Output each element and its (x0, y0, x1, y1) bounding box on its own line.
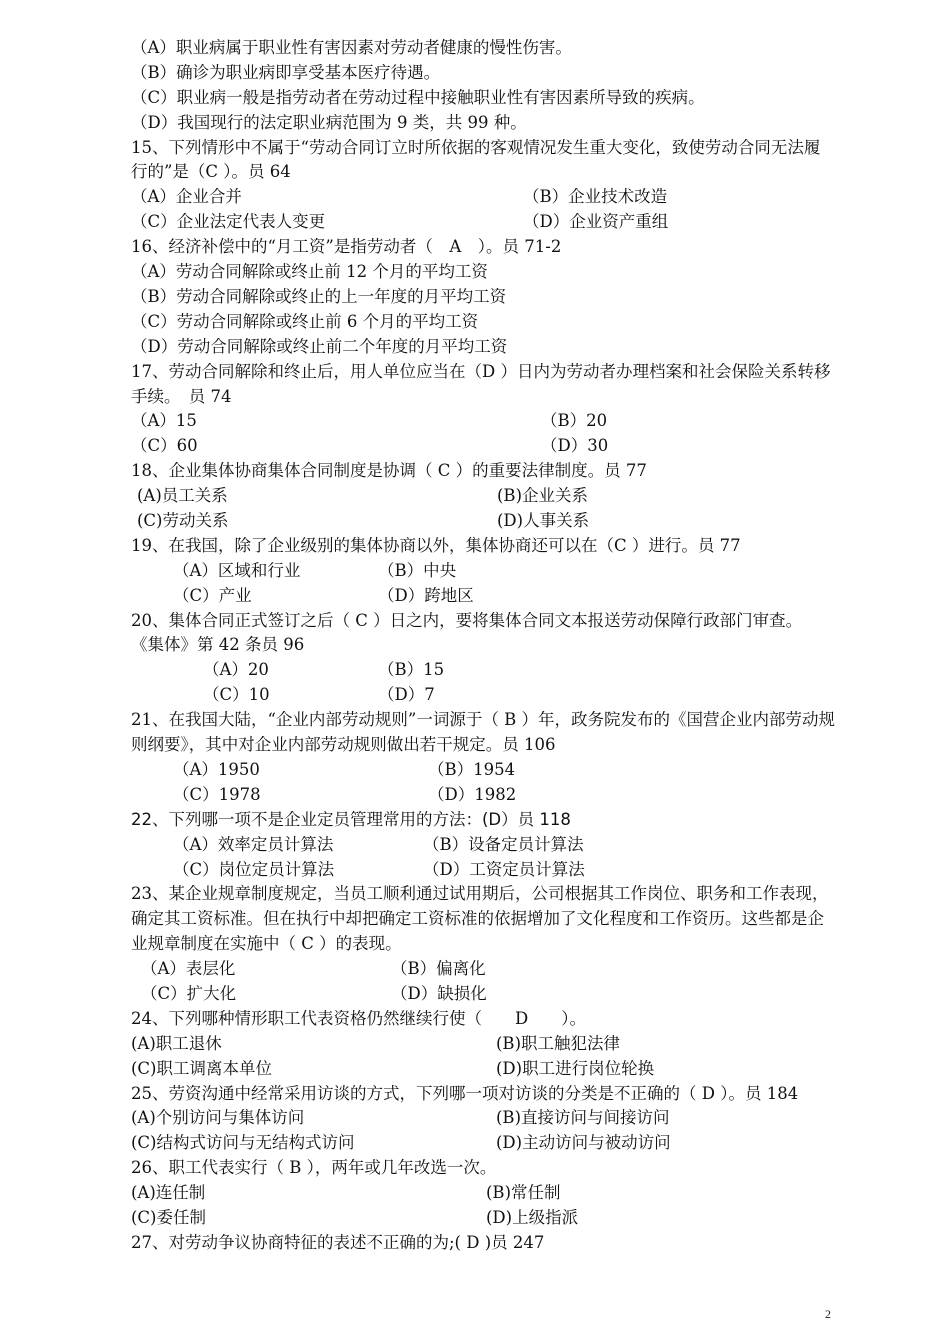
question-25-stem: 25、劳资沟通中经常采用访谈的方式，下列哪一项对访谈的分类是不正确的（ D ）。员 184 (131, 1083, 799, 1103)
question-22-options-row-1 (131, 833, 836, 858)
option-a: （A）表层化 (141, 959, 236, 979)
question-22-options-row-2 (131, 858, 836, 883)
option-a: （A）1950 (173, 759, 260, 779)
question-15-options-row-2 (131, 210, 836, 235)
question-23-stem: 23、某企业规章制度规定，当员工顺利通过试用期后，公司根据其工作岗位、职务和工作表现，确定其工资标准。但在执行中却把确定工资标准的依据增加了文化程度和工作资历。这些都是企业规章制度在实施中（ C ）的表现。 (131, 884, 829, 954)
option-d: （D）1982 (428, 784, 517, 804)
question-26-stem: 26、职工代表实行（ B ），两年或几年改选一次。 (131, 1158, 497, 1178)
option-d: (D)主动访问与被动访问 (496, 1133, 671, 1153)
question-19-stem: 19、在我国，除了企业级别的集体协商以外，集体协商还可以在（C ）进行。员 77 (131, 535, 741, 555)
question-18-options-row-2 (131, 509, 836, 534)
question-19-options-row-2 (131, 584, 836, 609)
question-25-options-row-2 (131, 1131, 836, 1156)
question-22-stem: 22、下列哪一项不是企业定员管理常用的方法：(D）员 118 (131, 809, 571, 829)
option-b: (B)企业关系 (497, 486, 588, 506)
option-c: （C）10 (203, 685, 270, 705)
question-17-stem: 17、劳动合同解除和终止后，用人单位应当在（D ）日内为劳动者办理档案和社会保险关系转移手续。 员 74 (131, 361, 831, 406)
question-17-options-row-1 (131, 409, 836, 434)
option-b: （B）劳动合同解除或终止的上一年度的月平均工资 (131, 286, 507, 306)
option-d: （D）7 (378, 685, 435, 705)
page-number: 2 (825, 1307, 831, 1321)
option-c: （C）企业法定代表人变更 (131, 212, 326, 232)
question-24-options-row-2 (131, 1057, 836, 1082)
option-a: (A)连任制 (131, 1183, 206, 1203)
question-20-options-row-1 (131, 658, 836, 683)
question-15-stem: 15、下列情形中不属于“劳动合同订立时所依据的客观情况发生重大变化，致使劳动合同无法履行的”是（C ）。员 64 (131, 137, 821, 182)
option-c: (C)结构式访问与无结构式访问 (131, 1133, 355, 1153)
option-line: （D）我国现行的法定职业病范围为 9 类，共 99 种。 (131, 112, 527, 132)
question-16-stem: 16、经济补偿中的“月工资”是指劳动者（ A ）。员 71-2 (131, 237, 562, 257)
question-24-options-row-1 (131, 1032, 836, 1057)
option-b: （B）15 (378, 660, 445, 680)
option-a: (A)个别访问与集体访问 (131, 1108, 305, 1128)
option-c: （C）产业 (173, 585, 252, 605)
question-19-options-row-1 (131, 559, 836, 584)
option-b: （B）中央 (378, 560, 457, 580)
option-d: (D)人事关系 (497, 510, 590, 530)
question-15-options-row-1 (131, 185, 836, 210)
option-d: （D）30 (541, 436, 609, 456)
option-a: （A）15 (131, 411, 197, 431)
option-b: （B）1954 (428, 759, 516, 779)
option-c: (C)职工调离本单位 (131, 1058, 272, 1078)
option-b: (B)常任制 (486, 1183, 561, 1203)
option-c: （C）岗位定员计算法 (173, 859, 335, 879)
option-b: （B）20 (541, 411, 608, 431)
option-a: (A)职工退休 (131, 1033, 222, 1053)
option-b: (B)直接访问与间接访问 (496, 1108, 670, 1128)
option-a: （A）效率定员计算法 (173, 834, 334, 854)
question-20-stem: 20、集体合同正式签订之后（ C ）日之内，要将集体合同文本报送劳动保障行政部门审查。 《集体》第 42 条员 96 (131, 610, 803, 655)
option-a: （A）区域和行业 (173, 560, 301, 580)
option-c: （C）60 (131, 436, 198, 456)
option-b: （B）设备定员计算法 (423, 834, 584, 854)
option-d: （D）企业资产重组 (523, 212, 669, 232)
option-line: （C）职业病一般是指劳动者在劳动过程中接触职业性有害因素所导致的疾病。 (131, 87, 705, 107)
question-21-options-row-2 (131, 783, 836, 808)
option-b: （B）企业技术改造 (523, 187, 668, 207)
question-26-options-row-2 (131, 1206, 836, 1231)
option-d: （D）跨地区 (378, 585, 474, 605)
option-d: (D)上级指派 (486, 1208, 579, 1228)
option-a: （A）20 (203, 660, 269, 680)
question-26-options-row-1 (131, 1181, 836, 1206)
question-18-options-row-1 (131, 484, 836, 509)
question-25-options-row-1 (131, 1106, 836, 1131)
option-d: （D）缺损化 (391, 984, 487, 1004)
option-a: (A)员工关系 (137, 486, 228, 506)
option-d: (D)职工进行岗位轮换 (496, 1058, 655, 1078)
question-17-options-row-2 (131, 434, 836, 459)
question-24-stem: 24、下列哪种情形职工代表资格仍然继续行使（ D ）。 (131, 1008, 586, 1028)
option-b: (B)职工触犯法律 (496, 1033, 620, 1053)
question-23-options-row-1 (131, 957, 836, 982)
question-23-options-row-2 (131, 982, 836, 1007)
option-a: （A）劳动合同解除或终止前 12 个月的平均工资 (131, 262, 488, 282)
option-c: （C）1978 (173, 784, 261, 804)
option-a: （A）企业合并 (131, 187, 242, 207)
option-line: （A）职业病属于职业性有害因素对劳动者健康的慢性伤害。 (131, 38, 572, 57)
option-c: （C）劳动合同解除或终止前 6 个月的平均工资 (131, 311, 479, 331)
question-18-stem: 18、企业集体协商集体合同制度是协调（ C ）的重要法律制度。员 77 (131, 461, 647, 481)
option-c: （C）扩大化 (141, 984, 237, 1004)
option-c: (C)委任制 (131, 1208, 206, 1228)
option-b: （B）偏离化 (391, 959, 486, 979)
question-21-options-row-1 (131, 758, 836, 783)
question-text-block (131, 36, 836, 1256)
question-27-stem: 27、对劳动争议协商特征的表述不正确的为;( D )员 247 (131, 1232, 545, 1252)
question-21-stem: 21、在我国大陆，“企业内部劳动规则”一词源于（ B ）年，政务院发布的《国营企业内部劳动规则纲要》，其中对企业内部劳动规则做出若干规定。员 106 (131, 710, 835, 755)
option-c: (C)劳动关系 (137, 510, 229, 530)
question-20-options-row-2 (131, 683, 836, 708)
option-line: （B）确诊为职业病即享受基本医疗待遇。 (131, 62, 441, 82)
option-d: （D）工资定员计算法 (423, 859, 585, 879)
option-d: （D）劳动合同解除或终止前二个年度的月平均工资 (131, 336, 508, 356)
